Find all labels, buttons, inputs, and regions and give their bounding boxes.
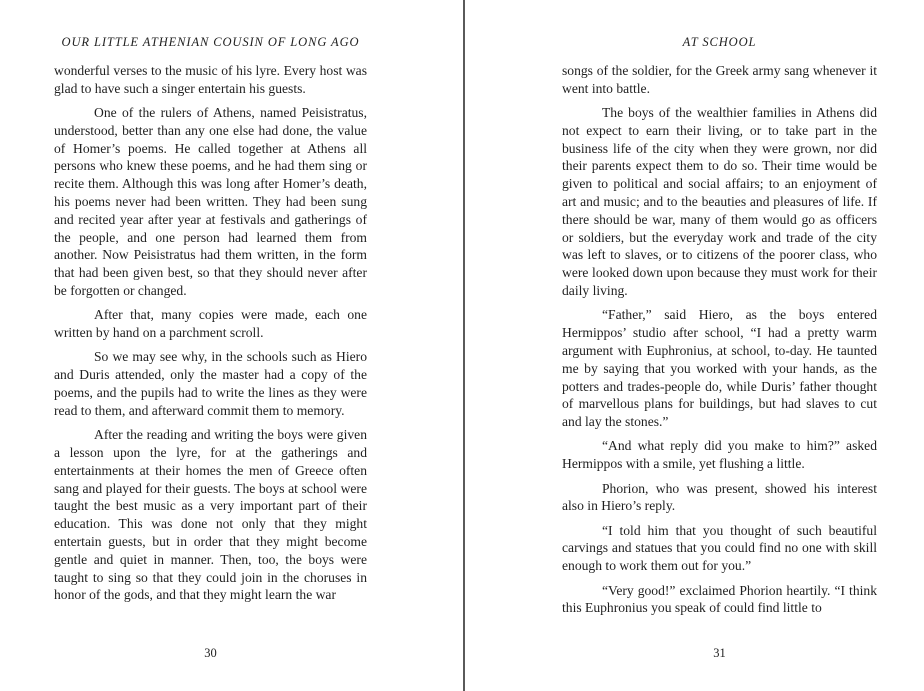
body-text-right (562, 62, 877, 624)
paragraph: One of the rulers of Athens, named Peisistratus, understood, better than any one else had done, the value of Homer’s poems. He called together at Athens all persons who knew these poems, and he had them sing or recite them. Although this was long after Homer’s death, his poems never had been written. They had been sung and recited year after year at festivals and gatherings of the people, and one person had learned them from another. Now Peisistratus had them written, in the form that had been given best, so that they should never after be forgotten or changed. (54, 105, 367, 299)
paragraph: “Father,” said Hiero, as the boys entered Hermippos’ studio after school, “I had a pretty warm argument with Euphronius, at school, to-day. He taunted me by saying that you worked with your hands, as the potters and trades-people do, while Duris’ father thought of marvellous plans for buildings, but had slaves to cut and lay the stones.” (562, 307, 877, 430)
paragraph: “I told him that you thought of such beautiful carvings and statues that you could find no one with skill enough to work them out for you.” (562, 522, 877, 574)
page-number-left: 30 (204, 646, 217, 660)
running-head-right: AT SCHOOL (682, 35, 757, 49)
running-head-left: OUR LITTLE ATHENIAN COUSIN OF LONG AGO (61, 35, 360, 49)
right-page (562, 0, 877, 691)
page-number-right: 31 (713, 646, 726, 660)
paragraph: songs of the soldier, for the Greek army sang whenever it went into battle. (562, 63, 877, 96)
paragraph: After the reading and writing the boys were given a lesson upon the lyre, for at the gatherings and entertainments at their homes the men of Greece often sang and played for their guests. The boys at school were taught the best music as a very important part of their education. This was done not only that they might entertain guests, but in order that they might become gentle and quiet in manner. Then, too, the boys were taught to sing so that they could join in the choruses in honor of the gods, and that they might learn the war (54, 427, 367, 603)
paragraph: “Very good!” exclaimed Phorion heartily. “I think this Euphronius you speak of could find little to (562, 582, 877, 616)
paragraph: So we may see why, in the schools such as Hiero and Duris attended, only the master had a copy of the poems, and the pupils had to write the lines as they were read to them, and afterward commit them to memory. (54, 349, 367, 418)
paragraph: “And what reply did you make to him?” asked Hermippos with a smile, yet flushing a little. (562, 438, 877, 472)
paragraph: Phorion, who was present, showed his interest also in Hiero’s reply. (562, 480, 877, 514)
paragraph: The boys of the wealthier families in Athens did not expect to earn their living, or to take part in the business life of the city when they were grown, nor did their parents expect them to do so. Their time would be given to political and social affairs; to an enjoyment of art and music; and to the beauties and pleasures of life. If there should be war, many of them would go as officers or soldiers, but the everyday work and trade of the city was left to slaves, or to citizens of the poorer class, who were looked down upon because they must work for their daily living. (562, 105, 877, 299)
paragraph: wonderful verses to the music of his lyre. Every host was glad to have such a singer entertain his guests. (54, 63, 367, 96)
left-page (54, 0, 367, 691)
gutter-divider (463, 0, 465, 691)
body-text-left (54, 62, 367, 611)
paragraph: After that, many copies were made, each one written by hand on a parchment scroll. (54, 307, 367, 341)
